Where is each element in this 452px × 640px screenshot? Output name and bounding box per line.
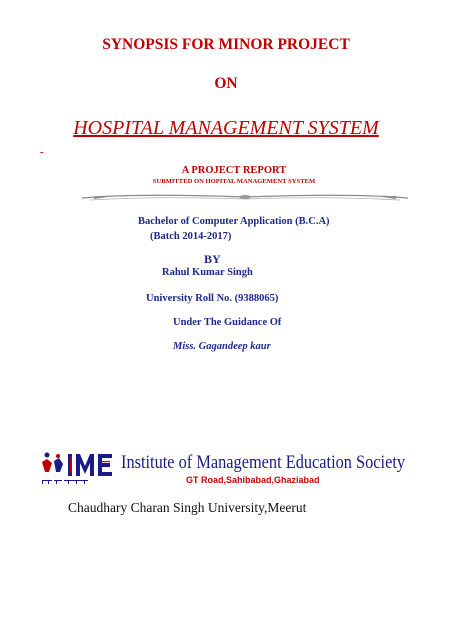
batch-text: (Batch 2014-2017) [150,231,232,242]
logo-ime-letters [68,454,112,476]
logo-address: GT Road,Sahibabad,Ghaziabad [186,475,320,485]
logo-institute-name: Institute of Management Education Society [121,452,406,473]
guide-name: Miss. Gagandeep kaur [173,341,271,352]
report-subheading: SUBMITTED ON HOPITAL MANAGEMENT SYSTEM [152,178,316,185]
guidance-label: Under The Guidance Of [173,317,282,328]
by-label: BY [204,252,221,266]
logo-tagline-hindi [42,480,88,484]
degree-text: Bachelor of Computer Application (B.C.A) [138,216,330,227]
project-title: HOSPITAL MANAGEMENT SYSTEM [73,117,379,139]
dash-mark: - [40,146,44,158]
university-name: Chaudhary Charan Singh University,Meerut [68,500,307,515]
logo-figure-icon [42,453,63,473]
ornamental-divider [80,190,410,204]
synopsis-title: SYNOPSIS FOR MINOR PROJECT [102,36,350,53]
student-name: Rahul Kumar Singh [162,267,253,278]
on-label: ON [214,75,238,92]
report-heading: A PROJECT REPORT [181,165,287,176]
roll-number: University Roll No. (9388065) [146,293,279,304]
